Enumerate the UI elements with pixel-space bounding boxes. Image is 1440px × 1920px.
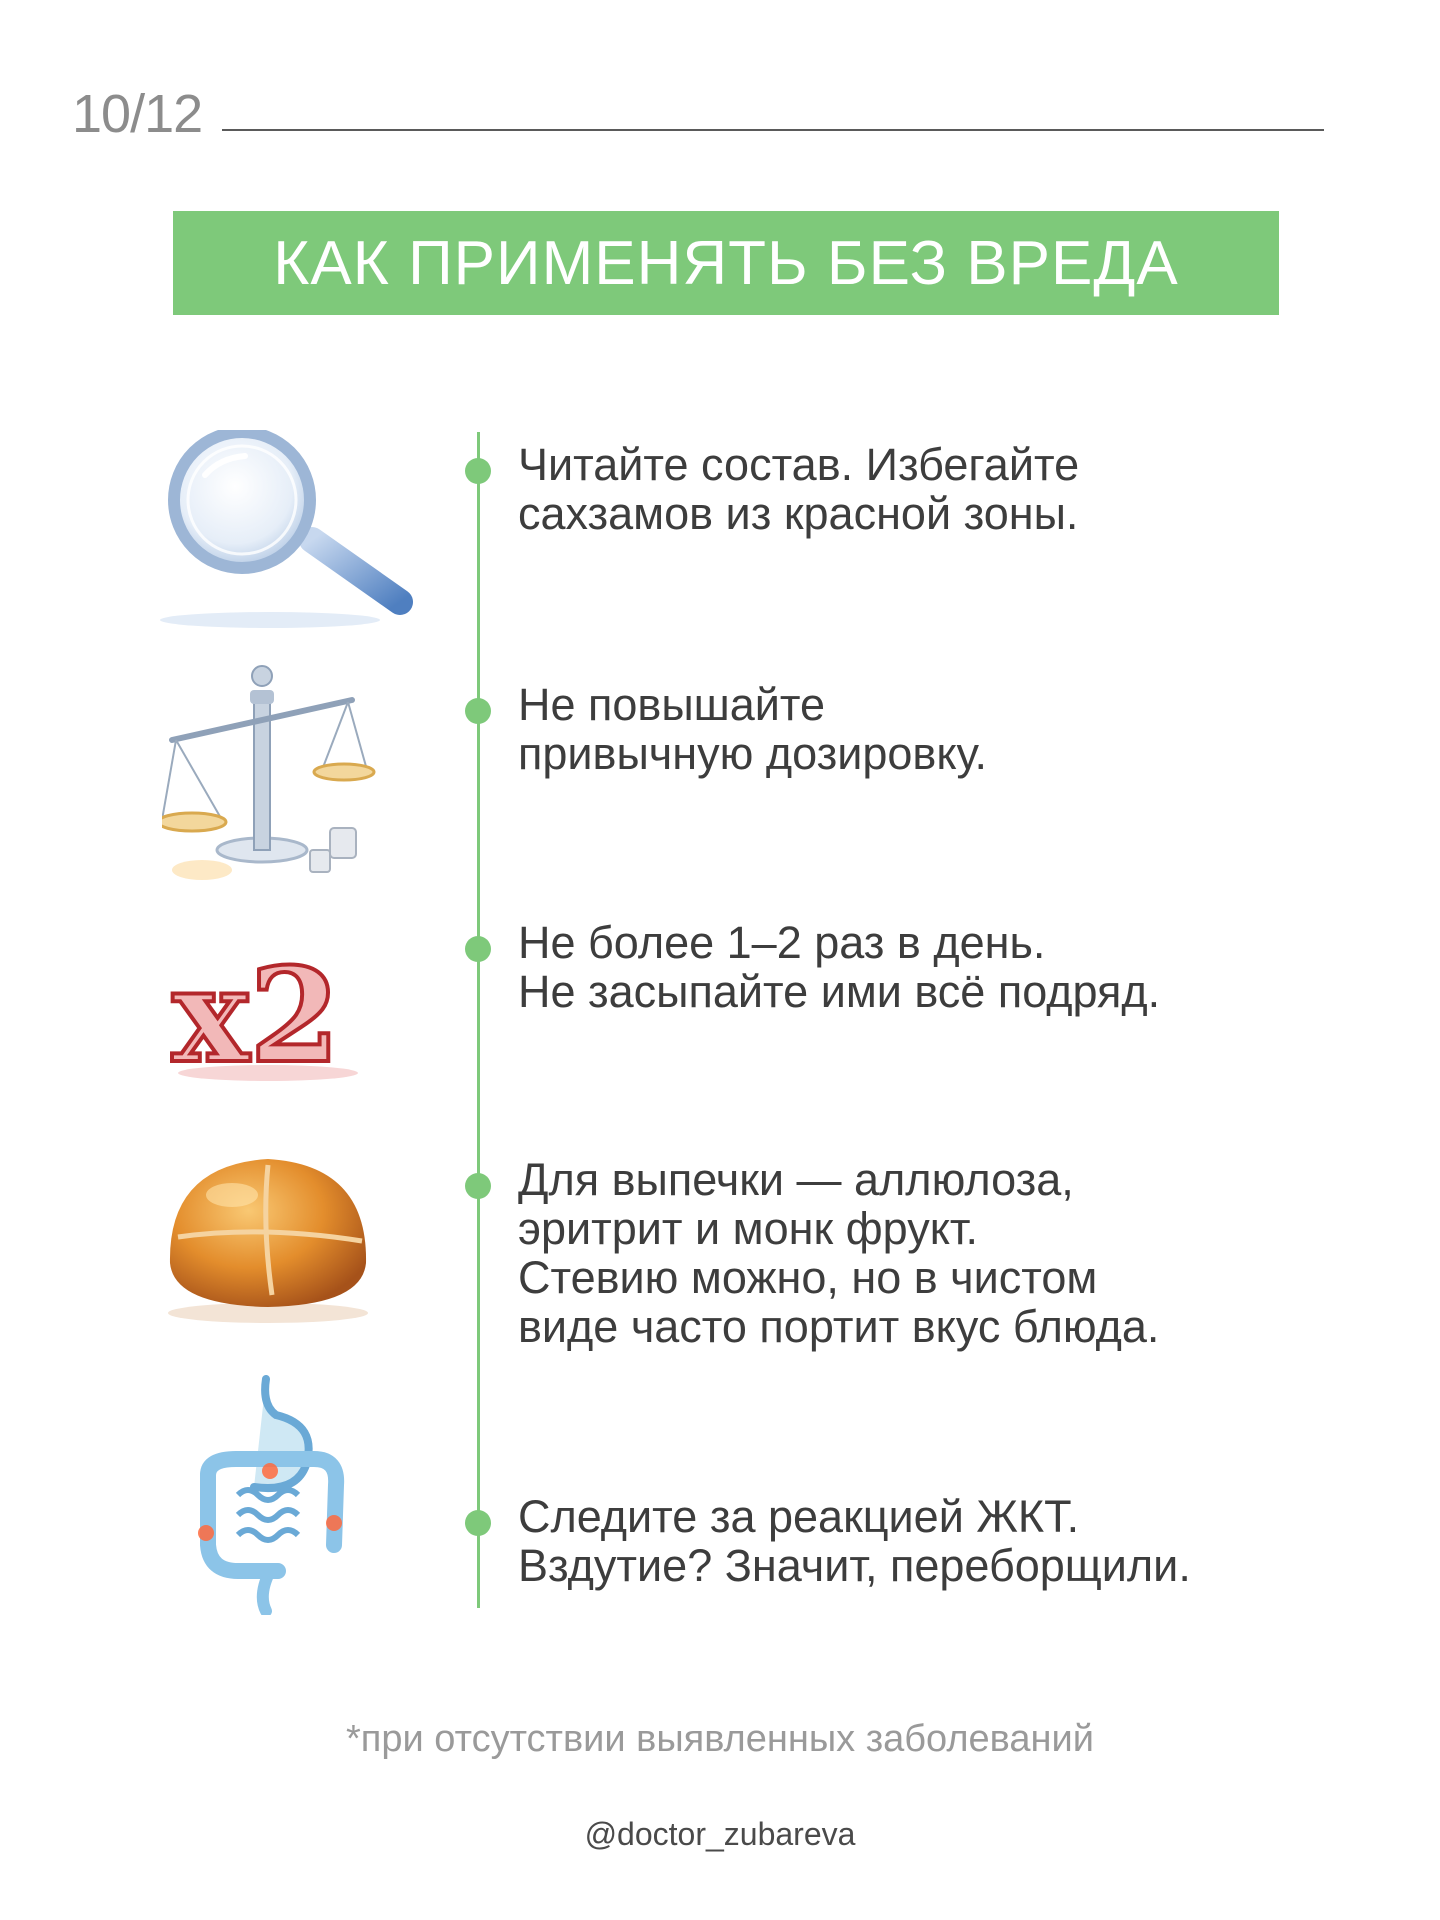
digestive-system-icon: [178, 1375, 358, 1615]
author-handle: @doctor_zubareva: [584, 1816, 856, 1852]
page-counter: 10/12: [72, 84, 203, 144]
timeline-dot: [465, 1510, 491, 1536]
tip-text: Не более 1–2 раз в день. Не засыпайте ими всё подряд.: [518, 917, 1161, 1017]
title-banner: [173, 211, 1279, 315]
timeline-line: [477, 432, 480, 1608]
header-divider: [222, 129, 1324, 131]
bun-icon: [162, 1145, 374, 1325]
timeline-dot: [465, 936, 491, 962]
timeline-dot: [465, 1173, 491, 1199]
page-title: КАК ПРИМЕНЯТЬ БЕЗ ВРЕДА: [273, 228, 1179, 298]
x2-label: x2: [172, 939, 340, 1085]
tip-text: Читайте состав. Избегайте сахзамов из красной зоны.: [518, 439, 1080, 539]
tip-text: Для выпечки — аллюлоза, эритрит и монк фрукт. Стевию можно, но в чистом виде часто портит вкус блюда.: [518, 1154, 1160, 1352]
timeline-dot: [465, 458, 491, 484]
tip-text: Не повышайте привычную дозировку.: [518, 679, 988, 779]
footnote: *при отсутствии выявленных заболеваний: [346, 1718, 1094, 1760]
tip-text: Следите за реакцией ЖКТ. Вздутие? Значит, переборщили.: [518, 1491, 1191, 1591]
timeline-dot: [465, 698, 491, 724]
balance-scale-icon: [162, 660, 382, 890]
x2-icon: [168, 935, 368, 1085]
magnifying-glass-icon: [150, 430, 420, 630]
